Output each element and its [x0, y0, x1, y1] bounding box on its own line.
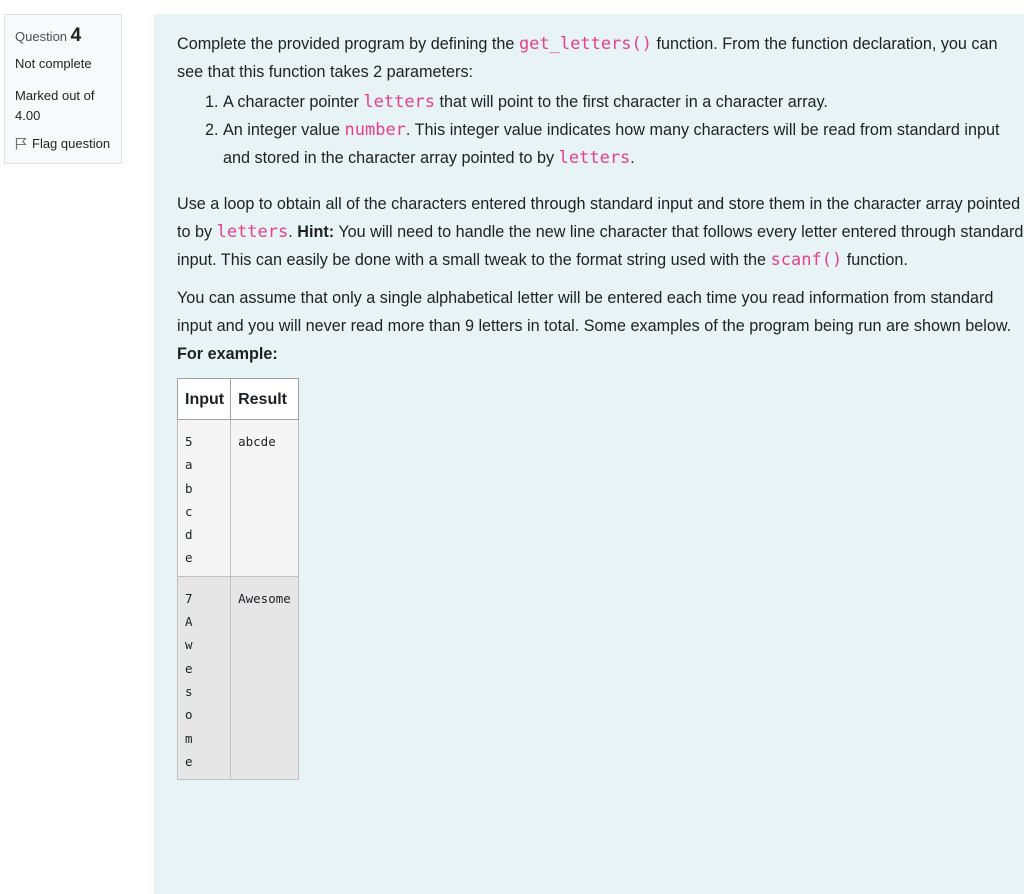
- for-example-heading: For example:: [177, 345, 278, 363]
- question-grade: Marked out of 4.00: [15, 88, 95, 123]
- question-number: Question 4: [15, 25, 82, 46]
- flag-question-label: Flag question: [32, 136, 111, 151]
- intro-paragraph: Complete the provided program by defining the get_letters() function. From the function declaration, you can see that this function takes 2 parameters:: [177, 34, 998, 81]
- assumption-paragraph: You can assume that only a single alphabetical letter will be entered each time you read information from standard input and you will never read more than 9 letters in total. Some examples of the program being run are shown below.: [177, 289, 1012, 335]
- flag-icon: [15, 137, 27, 150]
- list-item: 1. A character pointer letters that will point to the first character in a character array.: [223, 88, 1024, 116]
- question-text: [154, 14, 1024, 894]
- list-item: 2. An integer value number. This integer value indicates how many characters will be read from standard input and stored in the character array pointed to by letters.: [223, 116, 1024, 172]
- column-header-result: Result: [231, 379, 299, 420]
- column-header-input: Input: [178, 379, 231, 420]
- parameter-list: [177, 88, 1024, 172]
- example-result: abcde: [231, 420, 299, 577]
- table-row: [178, 420, 299, 577]
- question-state: Not complete: [15, 56, 92, 71]
- question-info-panel: [4, 14, 122, 164]
- example-input: 5 a b c d e: [178, 420, 231, 577]
- examples-table: [177, 378, 299, 780]
- example-result: Awesome: [231, 576, 299, 779]
- example-input: 7 A w e s o m e: [178, 576, 231, 779]
- table-row: [178, 576, 299, 779]
- flag-question-button[interactable]: [15, 136, 121, 151]
- loop-paragraph: Use a loop to obtain all of the characters entered through standard input and store them in the character array pointed to by letters. Hint: You will need to handle the new line character that follows every letter entered through standard input. This can easily be done with a small tweak to the format string used with the scanf() function.: [177, 195, 1024, 270]
